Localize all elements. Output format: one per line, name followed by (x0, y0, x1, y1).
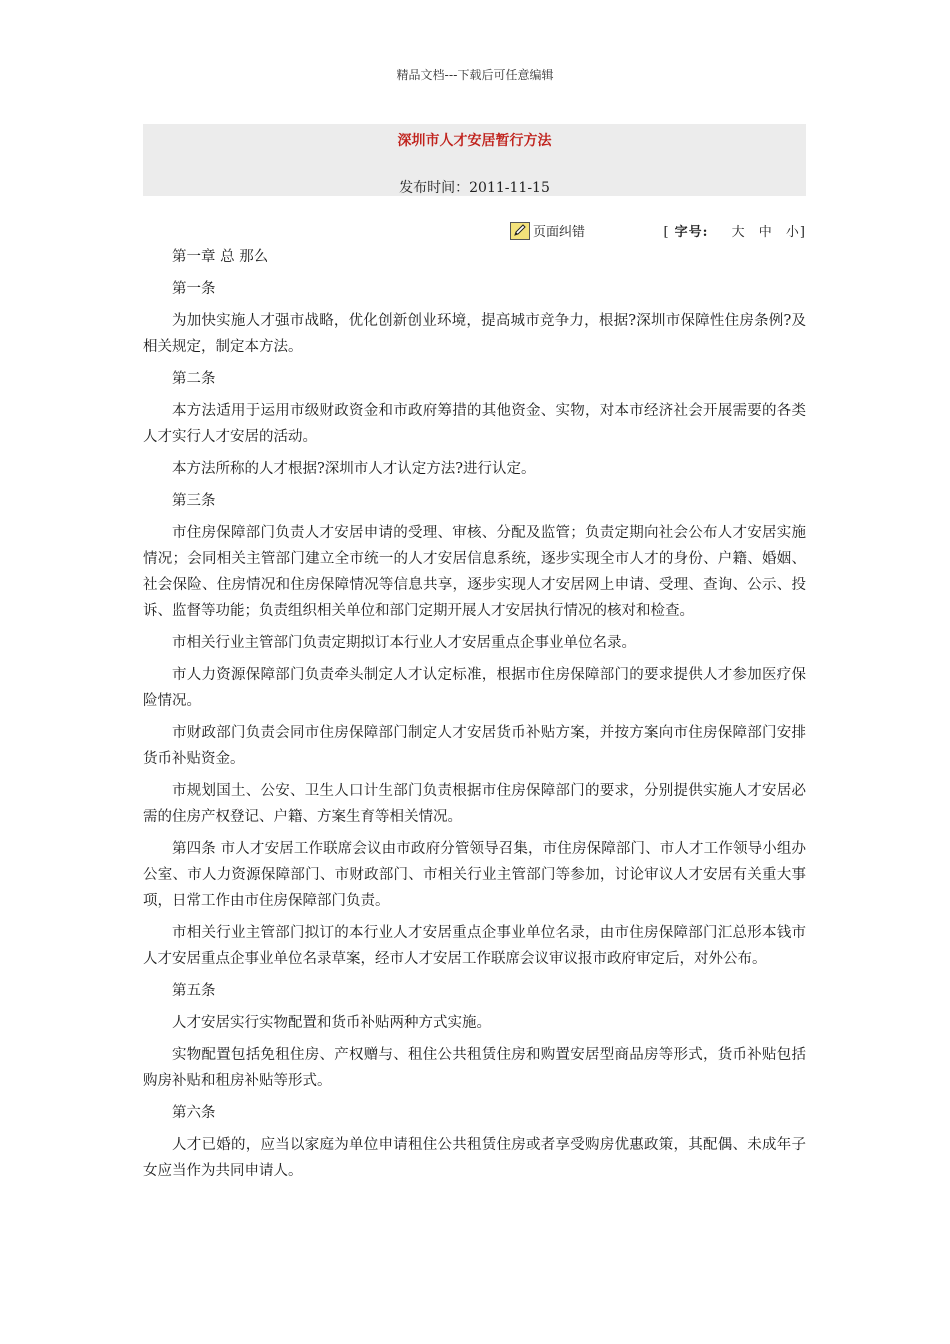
paragraph: 第五条 (172, 983, 216, 999)
paragraph: 市财政部门负责会同市住房保障部门制定人才安居货币补贴方案，并按方案向市住房保障部门安排货币补贴资金。 (143, 725, 806, 767)
paragraph: 第三条 (172, 493, 216, 509)
paragraph: 人才安居实行实物配置和货币补贴两种方式实施。 (172, 1015, 491, 1031)
paragraph: 为加快实施人才强市战略，优化创新创业环境，提高城市竞争力，根据?深圳市保障性住房条例?及相关规定，制定本方法。 (143, 313, 806, 355)
paragraph: 第一章 总 那么 (172, 249, 269, 265)
font-size-bracket: [ (663, 225, 670, 240)
paragraph: 第四条 市人才安居工作联席会议由市政府分管领导召集，市住房保障部门、市人才工作领导小组办公室、市人力资源保障部门、市财政部门、市相关行业主管部门等参加，讨论审议人才安居有关重大事项，日常工作由市住房保障部门负责。 (143, 841, 806, 909)
paragraph: 第六条 (172, 1105, 216, 1121)
document-title: 深圳市人才安居暂行方法 (397, 133, 552, 149)
paragraph: 本方法适用于运用市级财政资金和市政府筹措的其他资金、实物，对本市经济社会开展需要的各类人才实行人才安居的活动。 (143, 403, 806, 445)
font-size-large[interactable]: 大 (731, 225, 746, 240)
watermark-text: 精品文档---下载后可任意编辑 (396, 68, 554, 82)
font-size-control (663, 221, 806, 240)
paragraph: 第一条 (172, 281, 216, 297)
paragraph: 第二条 (172, 371, 216, 387)
publish-date: 发布时间：2011-11-15 (399, 180, 550, 196)
paragraph: 实物配置包括免租住房、产权赠与、租住公共租赁住房和购置安居型商品房等形式，货币补贴包括购房补贴和租房补贴等形式。 (143, 1047, 806, 1089)
paragraph: 人才已婚的，应当以家庭为单位申请租住公共租赁住房或者享受购房优惠政策，其配偶、未成年子女应当作为共同申请人。 (143, 1137, 806, 1179)
paragraph: 市相关行业主管部门拟订的本行业人才安居重点企事业单位名录，由市住房保障部门汇总形本钱市人才安居重点企事业单位名录草案，经市人才安居工作联席会议审议报市政府审定后，对外公布。 (143, 925, 806, 967)
font-size-small[interactable]: 小] (785, 225, 806, 240)
paragraph: 市人力资源保障部门负责牵头制定人才认定标准，根据市住房保障部门的要求提供人才参加医疗保险情况。 (143, 667, 806, 709)
font-size-medium[interactable]: 中 (758, 225, 773, 240)
pencil-icon (510, 222, 530, 240)
page-correction-label: 页面纠错 (533, 225, 586, 240)
toolbar (143, 221, 806, 241)
article-body (143, 244, 806, 1190)
paragraph: 市相关行业主管部门负责定期拟订本行业人才安居重点企事业单位名录。 (172, 635, 636, 651)
paragraph: 市规划国土、公安、卫生人口计生部门负责根据市住房保障部门的要求，分别提供实施人才安居必需的住房产权登记、户籍、方案生育等相关情况。 (143, 783, 806, 825)
page-correction-link[interactable] (510, 221, 585, 240)
paragraph: 本方法所称的人才根据?深圳市人才认定方法?进行认定。 (172, 461, 536, 477)
font-size-label: 字号: (674, 225, 709, 240)
paragraph: 市住房保障部门负责人才安居申请的受理、审核、分配及监管；负责定期向社会公布人才安居实施情况；会同相关主管部门建立全市统一的人才安居信息系统，逐步实现全市人才的身份、户籍、婚姻、社会保险、住房情况和住房保障情况等信息共享，逐步实现人才安居网上申请、受理、查询、公示、投诉、监督等功能；负责组织相关单位和部门定期开展人才安居执行情况的核对和检查。 (143, 525, 806, 619)
